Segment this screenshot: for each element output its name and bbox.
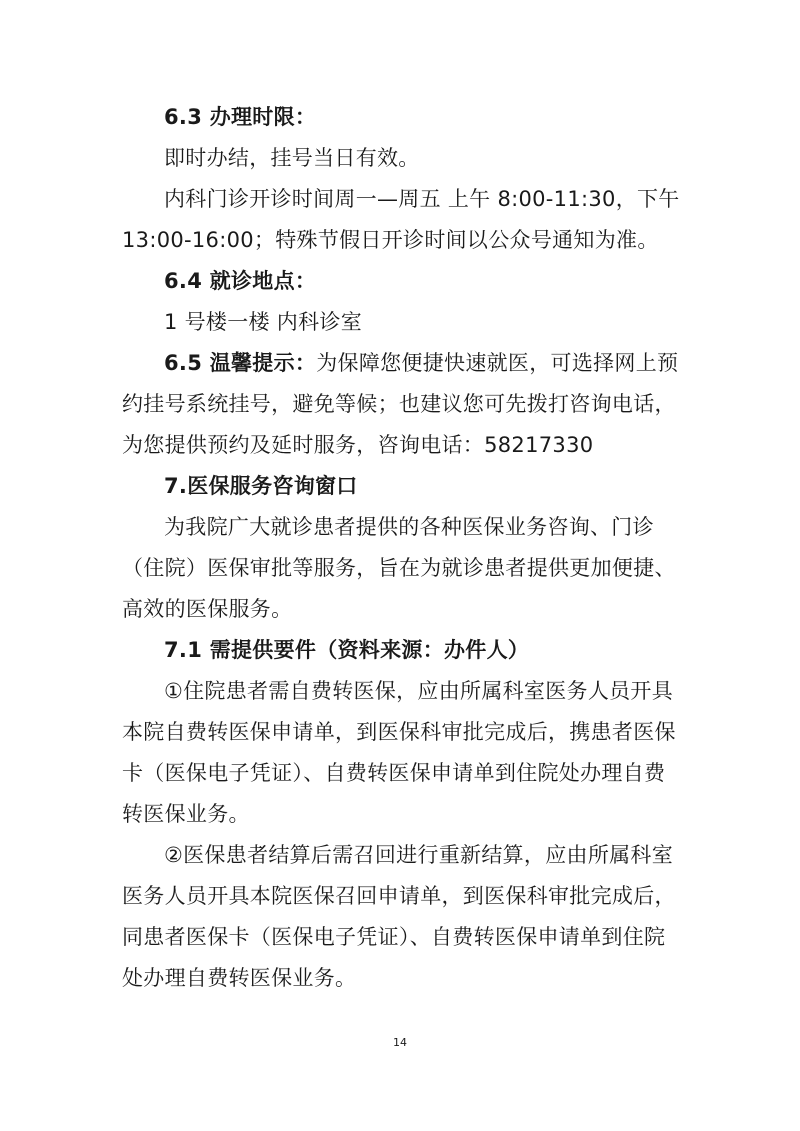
section-7-text-line-2: （住院）医保审批等服务，旨在为就诊患者提供更加便捷、 — [122, 556, 676, 580]
section-7-1-item-2-line-4: 处办理自费转医保业务。 — [122, 966, 357, 990]
section-6-5-heading: 6.5 温馨提示： — [164, 351, 317, 375]
section-7-1-item-1-line-3: 卡（医保电子凭证）、自费转医保申请单到住院处办理自费 — [122, 761, 666, 785]
section-7-text-line-1: 为我院广大就诊患者提供的各种医保业务咨询、门诊 — [164, 515, 654, 539]
section-6-5-text-line-3: 为您提供预约及延时服务，咨询电话：58217330 — [122, 433, 594, 457]
section-6-3-text-2-line-1: 内科门诊开诊时间周一—周五 上午 8:00-11:30，下午 — [164, 187, 680, 211]
section-6-5-text-line-2: 约挂号系统挂号，避免等候；也建议您可先拨打咨询电话， — [122, 392, 676, 416]
section-7-1-heading: 7.1 需提供要件（资料来源：办件人） — [164, 638, 530, 662]
section-7-1-item-1-line-4: 转医保业务。 — [122, 802, 250, 826]
section-7-text-line-3: 高效的医保服务。 — [122, 597, 293, 621]
section-7-1-item-1-line-2: 本院自费转医保申请单，到医保科审批完成后，携患者医保 — [122, 720, 676, 744]
page-number: 14 — [393, 1036, 407, 1049]
page-content — [122, 97, 682, 999]
section-6-3-text-1: 即时办结，挂号当日有效。 — [164, 146, 420, 170]
section-6-5-text-line-1: 为保障您便捷快速就医，可选择网上预 — [316, 351, 679, 375]
section-7-1-item-2-line-1: ②医保患者结算后需召回进行重新结算，应由所属科室 — [164, 843, 674, 867]
section-6-3-heading: 6.3 办理时限： — [164, 105, 317, 129]
section-6-3-text-2-line-2: 13:00-16:00；特殊节假日开诊时间以公众号通知为准。 — [122, 228, 659, 252]
section-6-4-heading: 6.4 就诊地点： — [164, 269, 317, 293]
section-7-1-item-2-line-3: 同患者医保卡（医保电子凭证）、自费转医保申请单到住院 — [122, 925, 666, 949]
section-7-heading: 7.医保服务咨询窗口 — [164, 474, 358, 498]
section-7-1-item-2-line-2: 医务人员开具本院医保召回申请单，到医保科审批完成后， — [122, 884, 676, 908]
section-6-5-line-1 — [122, 343, 682, 384]
section-6-4-text: 1 号楼一楼 内科诊室 — [164, 310, 363, 334]
section-7-1-item-1-line-1: ①住院患者需自费转医保，应由所属科室医务人员开具 — [164, 679, 674, 703]
